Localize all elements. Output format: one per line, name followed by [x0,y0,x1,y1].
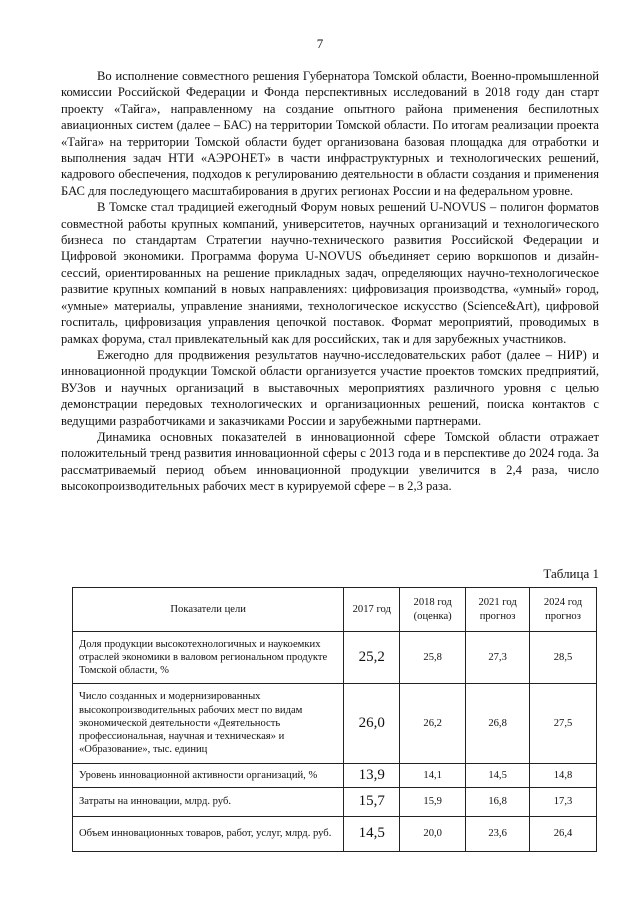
value-2018: 15,9 [400,788,466,817]
value-2018: 26,2 [400,684,466,764]
indicator-name: Уровень инновационной активности организаций, % [73,764,344,788]
value-2017: 15,7 [344,788,400,817]
value-2024: 17,3 [530,788,597,817]
column-header: Показатели цели [73,588,344,632]
value-2018: 14,1 [400,764,466,788]
indicators-table [72,587,597,852]
value-2021: 16,8 [466,788,530,817]
value-2017: 26,0 [344,684,400,764]
column-header: 2018 год (оценка) [400,588,466,632]
table-row [73,788,597,817]
value-2017: 13,9 [344,764,400,788]
table-header-row [73,588,597,632]
paragraph: Ежегодно для продвижения результатов научно-исследовательских работ (далее – НИР) и инновационной продукции Томской области организуется участие проектов томских предприятий, ВУЗов и научных организаций в выставочных мероприятиях различного уровня с целью демонстрации передовых технологических и организационных решений, поиска контактов с ведущими разработчиками и заказчиками России и зарубежными партнерами. [61,347,599,428]
table-row [73,632,597,684]
table-row [73,684,597,764]
table-row [73,817,597,852]
column-header: 2024 год прогноз [530,588,597,632]
paragraph: Динамика основных показателей в инновационной сфере Томской области отражает положительный тренд развития инновационной сферы с 2013 года и в перспективе до 2024 года. За рассматриваемый период объем инновационной продукции увеличится в 2,4 раза, число высокопроизводительных рабочих мест в курируемой сфере – в 2,3 раза. [61,429,599,494]
paragraph: В Томске стал традицией ежегодный Форум новых решений U-NOVUS – полигон форматов совместной работы крупных компаний, университетов, научных организаций и технологического бизнеса по стандартам Стратегии научно-технического развития Российской Федерации и Цифровой экономики. Программа форума U-NOVUS объединяет серию воркшопов и дизайн-сессий, ориентированных на решение прикладных задач, определяющих научно-технологическое развитие крупных компаний в новых направлениях: цифровизация производства, «умный» город, «умные» материалы, управление знаниями, технологическое искусство (Science&Art), цифровой госпиталь, цифровизация управления цепочкой поставок. Формат мероприятий, проводимых в рамках форума, стал привлекательный как для российских, так и для зарубежных участников. [61,200,599,346]
value-2017: 14,5 [344,817,400,852]
paragraph: Во исполнение совместного решения Губернатора Томской области, Военно-промышленной комиссии Российской Федерации и Фонда перспективных исследований в 2018 году дан старт проекту «Тайга», направленному на создание опытного района применения беспилотных авиационных систем (далее – БАС) на территории Томской области. По итогам реализации проекта «Тайга» на территории Томской области будет организована базовая площадка для отработки и выполнения задач НТИ «АЭРОНЕТ» в части инфраструктурных и технологических решений, кадрового обеспечения, подходов к регулированию деятельности в области создания и применения БАС для последующего масштабирования в других регионах России и на федеральном уровне. [61,69,599,198]
indicator-name: Объем инновационных товаров, работ, услуг, млрд. руб. [73,817,344,852]
value-2017: 25,2 [344,632,400,684]
value-2021: 14,5 [466,764,530,788]
value-2024: 26,4 [530,817,597,852]
page-number: 7 [316,36,324,51]
value-2021: 26,8 [466,684,530,764]
column-header: 2021 год прогноз [466,588,530,632]
value-2024: 14,8 [530,764,597,788]
indicator-name: Затраты на инновации, млрд. руб. [73,788,344,817]
table-caption: Таблица 1 [543,566,599,581]
value-2018: 20,0 [400,817,466,852]
value-2024: 27,5 [530,684,597,764]
table-row [73,764,597,788]
indicator-name: Число созданных и модернизированных высокопроизводительных рабочих мест по видам экономической деятельности «Деятельность профессиональная, научная и техническая» и «Образование», тыс. единиц [73,684,344,764]
value-2024: 28,5 [530,632,597,684]
value-2021: 23,6 [466,817,530,852]
value-2018: 25,8 [400,632,466,684]
body-text [61,68,599,495]
indicator-name: Доля продукции высокотехнологичных и наукоемких отраслей экономики в валовом региональном продукте Томской области, % [73,632,344,684]
column-header: 2017 год [344,588,400,632]
value-2021: 27,3 [466,632,530,684]
